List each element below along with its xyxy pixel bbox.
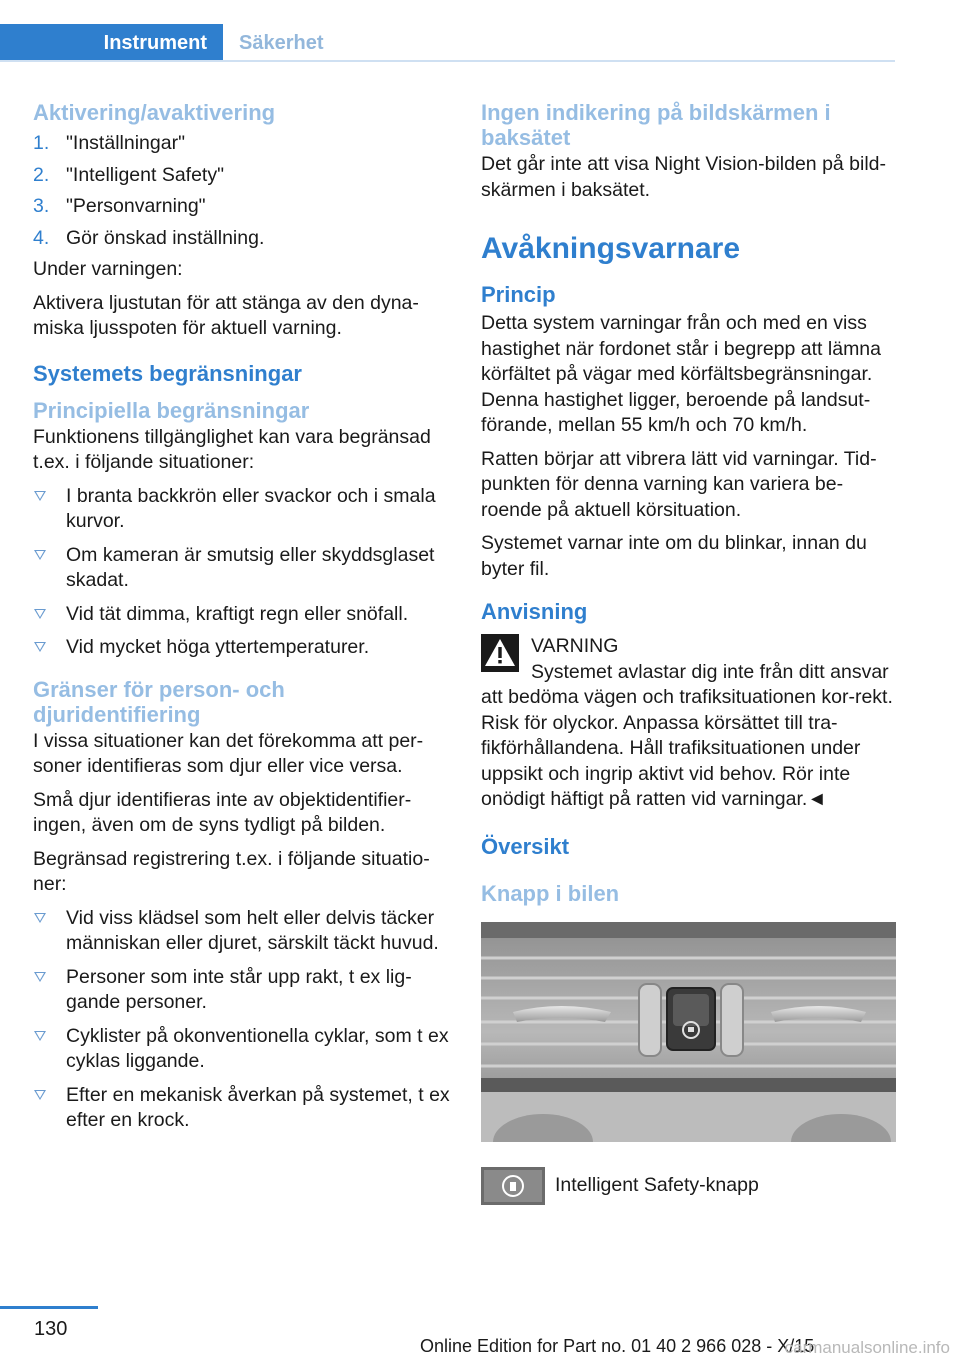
paragraph-activate-flasher: Aktivera ljustutan för att stänga av den dyna-miska ljusspoten för aktuell varning. [33,291,419,339]
right-column [481,100,897,1205]
watermark: carmanualsonline.info [784,1338,950,1357]
list-item: I branta backkrön eller svackor och i smala kurvor. [33,484,453,535]
paragraph-wheel-vibrates: Ratten börjar att vibrera lätt vid varningar. Tid-punkten för denna varning kan variera be-roende på aktuell körsituation. [481,447,877,521]
paragraph-blinker: Systemet varnar inte om du blinkar, innan du byter fil. [481,532,867,580]
caption-row [481,1167,897,1205]
intelligent-safety-button-icon [481,1167,545,1205]
list-item: Cyklister på okonventionella cyklar, som t ex cyklas liggande. [33,1024,453,1075]
activation-steps [33,131,453,251]
list-item: Om kameran är smutsig eller skyddsglaset skadat. [33,543,453,594]
triangle-bullet-icon [34,913,46,923]
paragraph-princip: Detta system varningar från och med en viss hastighet när fordonet står i begrepp att lämna körfältet på vägar med körfältsbegränsningar. Denna hastighet ligger, beroende på landsut-förande, mellan 55 km/h och 70 km/h. [481,312,881,436]
triangle-bullet-icon [34,642,46,652]
edition-note: Online Edition for Part no. 01 40 2 966 028 - X/15 [420,1336,815,1356]
heading-person-identification: Gränser för person- och djuridentifiering [33,676,285,727]
list-item [33,163,453,189]
list-item [33,131,453,157]
triangle-bullet-icon [34,609,46,619]
paragraph-no-rear-display: Det går inte att visa Night Vision-bilden på bild-skärmen i baksätet. [481,153,887,201]
paragraph-small-animals: Små djur identifieras inte av objektidentifier-ingen, även om de syns tydligt på bilden. [33,788,412,836]
footer-accent-line [0,1306,98,1309]
triangle-bullet-icon [34,1031,46,1041]
triangle-bullet-icon [34,1090,46,1100]
step-text: "Inställningar" [66,132,185,154]
heading-activation: Aktivering/avaktivering [33,100,276,125]
warning-body: att bedöma vägen och trafiksituationen kor-rekt. Risk för olyckor. Anpassa körsättet till tra-fikförhållandena. Håll trafiksituationen under uppsikt och ingrip aktivt vid behov. Rör inte onödigt häftigt på ratten vid varningar.◄ [481,686,893,810]
warning-block [481,634,897,813]
heading-princip: Princip [481,282,556,307]
step-text: Gör önskad inställning. [66,226,265,249]
triangle-bullet-icon [34,550,46,560]
limits-list [33,484,453,661]
paragraph-during-warning: Under varningen: [33,258,183,280]
triangle-bullet-icon [34,491,46,501]
step-text: "Personvarning" [66,195,206,217]
detection-list [33,906,453,1134]
tabbar-divider [0,60,895,62]
page-number: 130 [34,1318,68,1340]
step-number: 1. [33,132,50,154]
warning-triangle-icon [481,634,519,672]
heading-principal-limits: Principiella begränsningar [33,397,310,423]
triangle-bullet-icon [34,972,46,982]
heading-no-rear-display: Ingen indikering på bildskärmen i baksätet [481,100,831,150]
tab-sakerhet[interactable]: Säkerhet [239,32,324,54]
heading-anvisning: Anvisning [481,599,588,624]
step-number: 2. [33,163,50,186]
paragraph-limited-detection: Begränsad registrering t.ex. i följande situatio-ner: [33,847,430,895]
heading-button-in-car: Knapp i bilen [481,880,620,906]
list-item: Vid tät dimma, kraftigt regn eller snöfall. [33,602,453,628]
heading-system-limits: Systemets begränsningar [33,360,302,386]
list-item: Vid mycket höga yttertemperaturer. [33,635,453,661]
warning-label: VARNING [531,635,619,657]
warning-first-line: Systemet avlastar dig inte från ditt ansvar [531,660,889,683]
list-item: Efter en mekanisk åverkan på systemet, t ex efter en krock. [33,1083,453,1134]
step-text: "Intelligent Safety" [66,163,225,186]
list-item: Personer som inte står upp rakt, t ex lig-gande personer. [33,965,453,1016]
dashboard-button-photo [481,922,896,1142]
paragraph-function: Funktionens tillgänglighet kan vara begränsad t.ex. i följande situationer: [33,425,431,473]
step-number: 3. [33,195,50,217]
tab-instrument[interactable]: Instrument [0,24,223,62]
button-caption: Intelligent Safety-knapp [555,1174,759,1196]
list-item: Vid viss klädsel som helt eller delvis täcker människan eller djuret, särskilt täckt huvud. [33,906,453,957]
heading-lane-departure: Avåkningsvarnare [481,232,741,265]
paragraph-situations: I vissa situationer kan det förekomma att per-soner identifieras som djur eller vice versa. [33,729,424,777]
list-item [33,194,453,220]
heading-oversikt: Översikt [481,833,570,859]
chapter-tabbar [0,24,895,62]
step-number: 4. [33,226,50,249]
list-item [33,226,453,252]
left-column [33,100,453,1142]
